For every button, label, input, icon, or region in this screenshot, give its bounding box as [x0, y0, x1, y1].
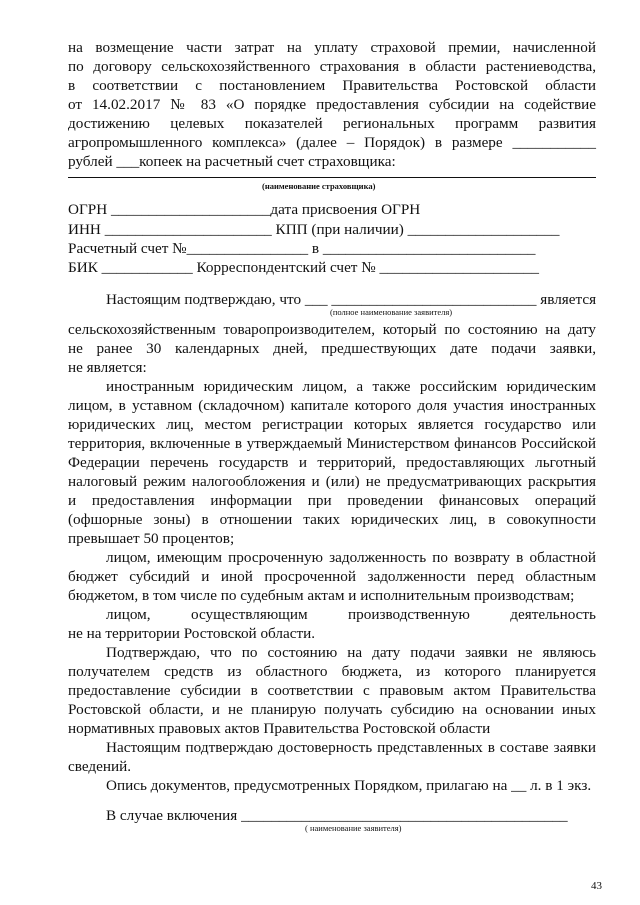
- body-line-9: налоговый режим налогообложения и (или) не предусматривающих раскрытия: [68, 473, 596, 490]
- body-line-4: иностранным юридическим лицом, а также российским юридическим: [106, 378, 596, 395]
- body-line-8: Федерации перечень государств и территорий, предоставляющих льготный: [68, 454, 596, 471]
- insurer-caption: (наименование страховщика): [262, 181, 376, 191]
- body-line-11: (офшорные зоны) в отношении таких юридических лиц, в совокупности: [68, 511, 596, 528]
- body-line-1: сельскохозяйственным товаропроизводителем, который по состоянию на дату: [68, 321, 596, 338]
- intro-line-7: рублей ___копеек на расчетный счет страховщика:: [68, 153, 396, 170]
- body-line-17: не на территории Ростовской области.: [68, 625, 316, 642]
- body-line-6: юридических лиц, местом регистрации которых является государство или: [68, 416, 596, 433]
- account-field: Расчетный счет №________________ в ____________________________: [68, 240, 536, 257]
- body-line-22: нормативных правовых актов Правительства Ростовской области: [68, 720, 491, 737]
- body-line-16: лицом, осуществляющим производственную деятельность: [106, 606, 596, 623]
- intro-line-5: достижению целевых показателей региональных программ развития: [68, 115, 596, 132]
- body-line-21: Ростовской области, и не планирую получать субсидию на основании иных: [68, 701, 596, 718]
- body-line-19: получателем средств из областного бюджета, из которого планируется: [68, 663, 596, 680]
- body-line-7: территория, включенные в утверждаемый Министерством финансов Российской: [68, 435, 596, 452]
- body-line-15: бюджетом, в том числе по судебным актам и исполнительным производствам;: [68, 587, 575, 604]
- applicant-caption-full: (полное наименование заявителя): [330, 307, 453, 317]
- intro-line-6: агропромышленного комплекса» (далее – Порядок) в размере ___________: [68, 134, 596, 151]
- body-line-12: превышает 50 процентов;: [68, 530, 235, 547]
- confirm-line: Настоящим подтверждаю, что ___ ___________________________ является: [106, 291, 597, 308]
- body-line-18: Подтверждаю, что по состоянию на дату подачи заявки не являюсь: [106, 644, 596, 661]
- intro-line-2: по договору сельскохозяйственного страхования в области растениеводства,: [68, 58, 596, 75]
- intro-line-3: в соответствии с постановлением Правительства Ростовской области: [68, 77, 596, 94]
- inventory-line: Опись документов, предусмотренных Порядком, прилагаю на __ л. в 1 экз.: [106, 777, 592, 794]
- applicant-caption-short: ( наименование заявителя): [305, 823, 402, 833]
- body-line-23: Настоящим подтверждаю достоверность представленных в составе заявки: [106, 739, 596, 756]
- body-line-5: лицом, в уставном (складочном) капитале которого доля участия иностранных: [68, 397, 596, 414]
- body-line-13: лицом, имеющим просроченную задолженность по возврату в областной: [106, 549, 596, 566]
- intro-line-4: от 14.02.2017 № 83 «О порядке предоставления субсидии на содействие: [68, 96, 596, 113]
- body-line-2: не ранее 30 календарных дней, предшествующих дате подачи заявки,: [68, 340, 596, 357]
- intro-line-1: на возмещение части затрат на уплату страховой премии, начисленной: [68, 39, 596, 56]
- inn-kpp-field: ИНН ______________________ КПП (при наличии) ____________________: [68, 221, 560, 238]
- insurer-name-rule: [68, 177, 596, 178]
- body-line-3: не является:: [68, 359, 147, 376]
- page-number: 43: [591, 880, 602, 892]
- body-line-20: предоставление субсидии в соответствии с правовым актом Правительства: [68, 682, 596, 699]
- body-line-10: и предоставления информации при проведении финансовых операций: [68, 492, 596, 509]
- inclusion-line: В случае включения ___________________________________________: [106, 807, 568, 824]
- ogrn-field: ОГРН _____________________дата присвоения ОГРН: [68, 201, 421, 218]
- body-line-14: бюджет субсидий и иной просроченной задолженности перед областным: [68, 568, 596, 585]
- body-line-24: сведений.: [68, 758, 132, 775]
- bik-field: БИК ____________ Корреспондентский счет № _____________________: [68, 259, 539, 276]
